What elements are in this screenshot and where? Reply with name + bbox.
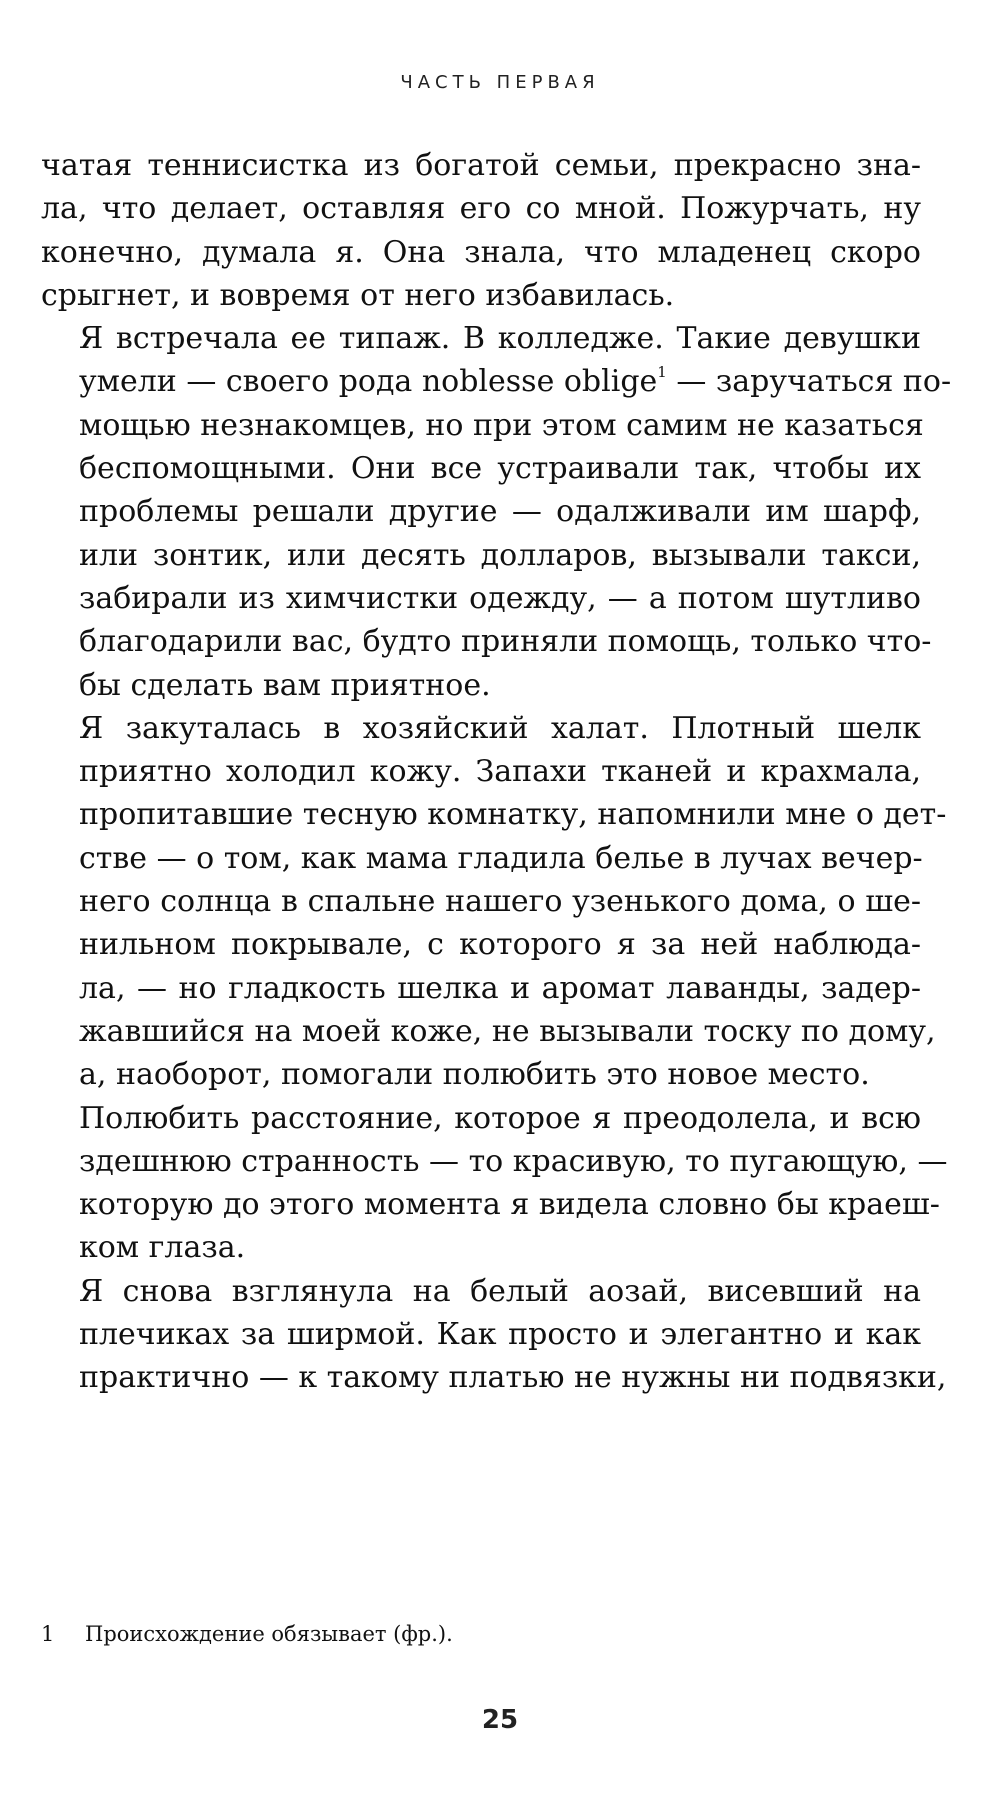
running-head: ЧАСТЬ ПЕРВАЯ bbox=[400, 72, 600, 93]
text-line: срыгнет, и вовремя от него избавилась. bbox=[41, 277, 675, 313]
paragraph-3 bbox=[41, 707, 947, 1097]
text-line: мощью незнакомцев, но при этом самим не казаться bbox=[79, 407, 924, 443]
text-line: ла, — но гладкость шелка и аромат лаванды, задер- bbox=[79, 970, 921, 1006]
text-line: а, наоборот, помогали полюбить это новое место. bbox=[79, 1057, 870, 1093]
page-number: 25 bbox=[481, 1705, 519, 1735]
footnote bbox=[41, 1620, 921, 1648]
text-line: которую до этого момента я видела словно бы краеш- bbox=[79, 1187, 940, 1223]
text-line: проблемы решали другие — одалживали им шарф, bbox=[79, 494, 921, 530]
text-line-head: умели — своего рода noblesse oblige bbox=[79, 364, 658, 400]
paragraph-5 bbox=[41, 1270, 947, 1400]
text-line: приятно холодил кожу. Запахи тканей и крахмала, bbox=[79, 754, 921, 790]
text-line: него солнца в спальне нашего узенького дома, о ше- bbox=[79, 884, 921, 920]
text-line: ком глаза. bbox=[79, 1230, 246, 1266]
text-line: нильном покрывале, с которого я за ней наблюда- bbox=[79, 927, 921, 963]
paragraph-1 bbox=[41, 144, 921, 317]
text-line: здешнюю странность — то красивую, то пугающую, — bbox=[79, 1143, 948, 1179]
body-text bbox=[41, 144, 952, 1400]
text-line: Полюбить расстояние, которое я преодолела, и всю bbox=[79, 1100, 921, 1136]
text-line: пропитавшие тесную комнатку, напомнили мне о дет- bbox=[79, 797, 947, 833]
text-line: бы сделать вам приятное. bbox=[79, 667, 491, 703]
text-line: ла, что делает, оставляя его со мной. Пожурчать, ну bbox=[41, 191, 921, 227]
text-line: конечно, думала я. Она знала, что младенец скоро bbox=[41, 234, 921, 270]
footnote-number: 1 bbox=[41, 1622, 55, 1646]
text-line: Я встречала ее типаж. В колледже. Такие девушки bbox=[79, 321, 921, 357]
text-line: беспомощными. Они все устраивали так, чтобы их bbox=[79, 451, 921, 487]
text-line: плечиках за ширмой. Как просто и элегантно и как bbox=[79, 1317, 921, 1353]
text-line: или зонтик, или десять долларов, вызывали такси, bbox=[79, 537, 921, 573]
text-line: чатая теннисистка из богатой семьи, прекрасно зна- bbox=[41, 148, 921, 183]
footnote-reference[interactable]: 1 bbox=[657, 363, 667, 382]
paragraph-2 bbox=[41, 317, 952, 707]
footnote-text: Происхождение обязывает (фр.). bbox=[85, 1622, 453, 1646]
text-line-with-footnote bbox=[41, 360, 952, 403]
text-line: Я закуталась в хозяйский халат. Плотный шелк bbox=[79, 710, 921, 746]
paragraph-4 bbox=[41, 1097, 948, 1270]
text-line: Я снова взглянула на белый аозай, висевший на bbox=[79, 1273, 921, 1309]
text-line: стве — о том, как мама гладила белье в лучах вечер- bbox=[79, 840, 923, 876]
text-line: благодарили вас, будто приняли помощь, только что- bbox=[79, 624, 932, 660]
text-line-tail: — заручаться по- bbox=[666, 364, 952, 400]
text-line: практично — к такому платью не нужны ни подвязки, bbox=[79, 1360, 947, 1396]
text-line: забирали из химчистки одежду, — а потом шутливо bbox=[79, 580, 921, 616]
text-line: жавшийся на моей коже, не вызывали тоску по дому, bbox=[79, 1013, 936, 1049]
